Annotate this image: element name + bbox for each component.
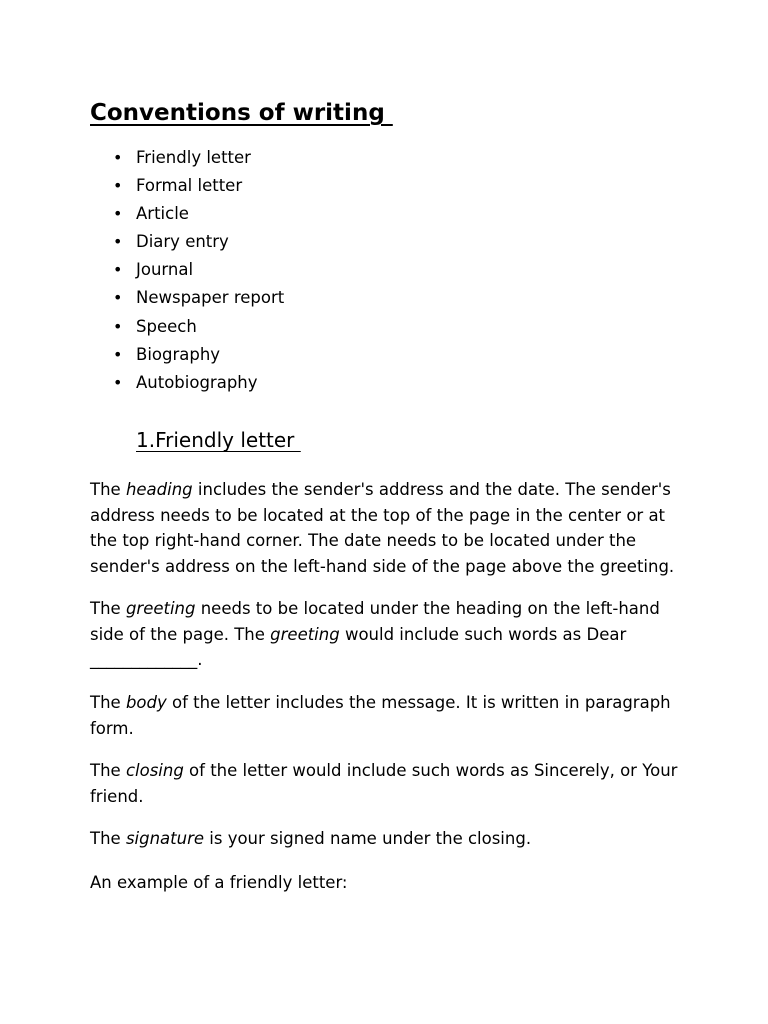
text-run: side of the page. The xyxy=(90,624,271,644)
bullet-icon: • xyxy=(113,260,123,280)
text-run: The xyxy=(90,761,126,780)
text-run: of the letter would include such words as Sincerely, or Your xyxy=(183,761,678,780)
list-item-label: Journal xyxy=(136,260,194,280)
term-body: body xyxy=(125,693,167,712)
list-item xyxy=(0,144,284,172)
list-item xyxy=(0,284,284,312)
paragraph-line: form. xyxy=(90,718,134,738)
list-item-label: Friendly letter xyxy=(136,148,251,167)
paragraph-line xyxy=(90,690,710,716)
paragraph-line xyxy=(90,758,710,784)
list-item xyxy=(0,172,284,200)
paragraph-line: friend. xyxy=(90,786,144,806)
text-run: The xyxy=(90,599,126,618)
paragraph-signature xyxy=(90,826,710,852)
paragraph-line xyxy=(90,622,710,648)
text-run: The xyxy=(90,693,126,712)
list-item xyxy=(0,369,284,397)
writing-types-list xyxy=(0,144,284,397)
paragraph-line: sender's address on the left-hand side of the page above the greeting. xyxy=(90,556,675,576)
list-item-label: Newspaper report xyxy=(136,288,285,308)
text-run: includes the sender's address and the date. The sender's xyxy=(192,480,671,499)
paragraph-example xyxy=(90,870,710,896)
paragraph-line xyxy=(90,477,710,503)
term-signature: signature xyxy=(125,829,205,848)
text-run: of the letter includes the message. It is written in paragraph xyxy=(166,693,671,712)
text-run: The xyxy=(90,829,126,848)
paragraph-greeting xyxy=(90,596,710,673)
list-item-label: Biography xyxy=(136,344,221,364)
paragraph-line: the top right-hand corner. The date needs to be located under the xyxy=(90,531,637,550)
term-closing: closing xyxy=(125,761,184,780)
bullet-icon: • xyxy=(113,232,123,252)
term-greeting: greeting xyxy=(125,599,196,618)
term-heading: heading xyxy=(125,480,193,499)
text-run: would include such words as Dear xyxy=(339,624,627,644)
bullet-icon: • xyxy=(113,372,123,392)
bullet-icon: • xyxy=(113,344,123,364)
text-run: needs to be located under the heading on the left-hand xyxy=(195,599,660,618)
bullet-icon: • xyxy=(113,316,123,336)
document-title: Conventions of writing xyxy=(90,100,393,126)
blank-line: _____________. xyxy=(90,650,203,669)
paragraph-line: address needs to be located at the top of the page in the center or at xyxy=(90,505,666,525)
paragraph-closing xyxy=(90,758,710,809)
list-item xyxy=(0,313,284,341)
list-item-label: Autobiography xyxy=(136,372,258,392)
paragraph-line xyxy=(90,826,710,852)
list-item xyxy=(0,228,284,256)
list-item-label: Diary entry xyxy=(136,232,229,252)
bullet-icon: • xyxy=(113,204,123,224)
bullet-icon: • xyxy=(113,288,123,308)
list-item-label: Formal letter xyxy=(136,176,243,196)
section-heading-friendly-letter: 1.Friendly letter xyxy=(136,428,301,452)
list-item xyxy=(0,200,284,228)
list-item-label: Article xyxy=(136,204,189,224)
text-run: is your signed name under the closing. xyxy=(204,829,532,848)
paragraph-body xyxy=(90,690,710,741)
list-item xyxy=(0,256,284,284)
text-run: The xyxy=(90,480,126,499)
paragraph-line: An example of a friendly letter: xyxy=(90,873,348,892)
list-item xyxy=(0,341,284,369)
bullet-icon: • xyxy=(113,148,123,167)
list-item-label: Speech xyxy=(136,316,197,336)
bullet-icon: • xyxy=(113,176,123,196)
term-greeting: greeting xyxy=(270,624,340,644)
paragraph-heading xyxy=(90,477,710,579)
paragraph-line xyxy=(90,596,710,622)
